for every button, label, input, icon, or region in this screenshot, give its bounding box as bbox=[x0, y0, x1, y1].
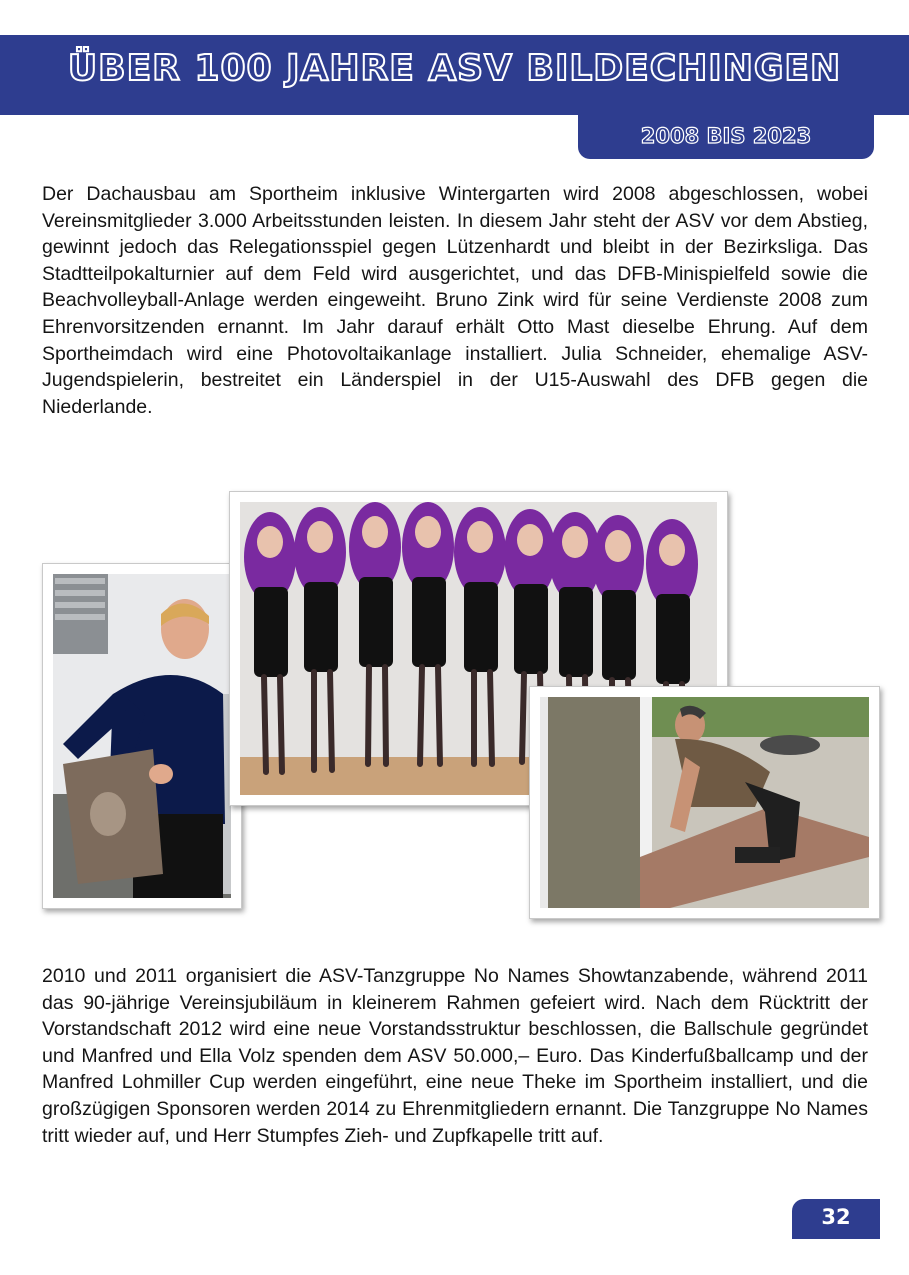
photo-patio-work bbox=[529, 686, 880, 919]
page-title: ÜBER 100 JAHRE ASV BILDECHINGEN bbox=[67, 48, 842, 89]
page-number: 32 bbox=[821, 1205, 851, 1229]
intro-paragraph: Der Dachausbau am Sportheim inklusive Wintergarten wird 2008 abgeschlossen, wobei Vereinsmitglieder 3.000 Arbeitsstunden leisten. In diesem Jahr steht der ASV vor dem Abstieg, gewinnt jedoch das Relegationsspiel gegen Lützenhardt und bleibt in der Bezirksliga. Das Stadtteilpokalturnier auf dem Feld wird ausgerichtet, und das DFB-Minispielfeld sowie die Beachvolleyball-Anlage werden eingeweiht. Bruno Zink wird für seine Verdienste 2008 zum Ehrenvorsitzenden ernannt. Im Jahr darauf erhält Otto Mast dieselbe Ehrung. Auf dem Sportheimdach wird eine Photovoltaikanlage installiert. Julia Schneider, ehemalige ASV-Jugendspielerin, bestreitet ein Länderspiel in der U15-Auswahl des DFB gegen die Niederlande. bbox=[42, 183, 868, 418]
later-years-paragraph: 2010 und 2011 organisiert die ASV-Tanzgruppe No Names Showtanzabende, während 2011 das 90-jährige Vereinsjubiläum in kleinerem Rahmen gefeiert wird. Nach dem Rücktritt der Vorstandschaft 2012 wird eine neue Vorstandsstruktur beschlossen, die Ballschule gegründet und Manfred und Ella Volz spenden dem ASV 50.000,– Euro. Das Kinderfußballcamp und der Manfred Lohmiller Cup werden eingeführt, eine neue Theke im Sportheim installiert, und die großzügigen Sponsoren werden 2014 zu Ehrenmitgliedern ernannt. Die Tanzgruppe No Names tritt wieder auf, und Herr Stumpfes Zieh- und Zupfkapelle tritt auf. bbox=[42, 965, 868, 1147]
photo-man-with-tile bbox=[42, 563, 242, 909]
period-label: 2008 BIS 2023 bbox=[640, 124, 812, 148]
